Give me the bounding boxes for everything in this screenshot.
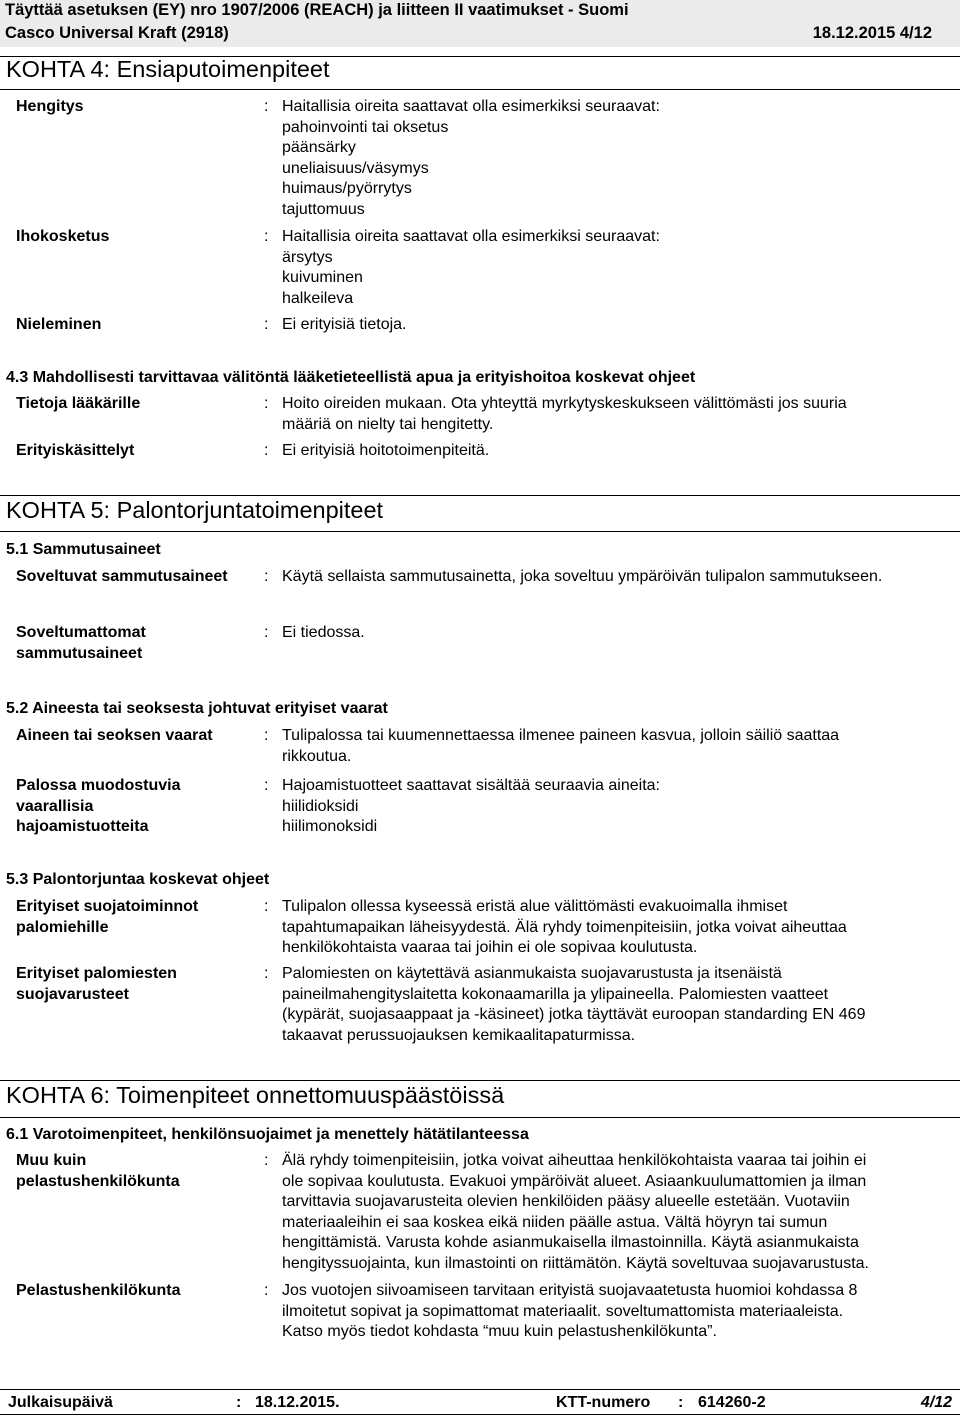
row-value: Hoito oireiden mukaan. Ota yhteyttä myrkytyskeskukseen välittömästi jos suuria määriä on nielty tai hengitetty. — [282, 395, 847, 433]
row-label: Erityiset suojatoiminnot palomiehille — [16, 898, 199, 936]
row-value: Ei erityisiä tietoja. — [282, 316, 407, 333]
publication-date: 18.12.2015. — [255, 1394, 340, 1411]
section-6-heading — [0, 1080, 960, 1118]
row-label: Aineen tai seoksen vaarat — [16, 727, 213, 744]
subsection-5-3-title: 5.3 Palontorjuntaa koskevat ohjeet — [6, 871, 270, 888]
row-value: Jos vuotojen siivoamiseen tarvitaan erityistä suojavaatetusta huomioi kohdassa 8 ilmoitetut sopivat ja sopimattomat materiaalit. soveltumattomista materiaaleista. Katso myös tiedot kohdasta “muu kuin pelastushenkilökunta”. — [282, 1282, 858, 1340]
row-value: Ei tiedossa. — [282, 624, 365, 641]
ktt-label: KTT-numero — [556, 1394, 651, 1411]
row-label: Erityiskäsittelyt — [16, 442, 135, 459]
row-label: Pelastushenkilökunta — [16, 1282, 181, 1299]
row-value: Käytä sellaista sammutusainetta, joka soveltuu ympäröivän tulipalon sammutukseen. — [282, 568, 883, 585]
subsection-4-3-title: 4.3 Mahdollisesti tarvittavaa välitöntä lääketieteellistä apua ja erityishoitoa koskevat ohjeet — [6, 369, 696, 386]
subsection-5-2-title: 5.2 Aineesta tai seoksesta johtuvat erityiset vaarat — [6, 700, 388, 717]
section-5-heading — [0, 495, 960, 532]
publication-label: Julkaisupäivä — [8, 1394, 113, 1411]
row-value: Hajoamistuotteet saattavat sisältää seuraavia aineita: hiilidioksidi hiilimonoksidi — [282, 777, 660, 835]
subsection-5-1-title: 5.1 Sammutusaineet — [6, 541, 161, 558]
section-4-title: KOHTA 4: Ensiaputoimenpiteet — [6, 56, 330, 82]
row-label: Erityiset palomiesten suojavarusteet — [16, 965, 177, 1003]
document-header — [0, 0, 960, 47]
section-6-title: KOHTA 6: Toimenpiteet onnettomuuspäästöissä — [6, 1082, 505, 1108]
regulation-text: Täyttää asetuksen (EY) nro 1907/2006 (REACH) ja liitteen II vaatimukset - Suomi — [5, 1, 629, 19]
row-label: Nieleminen — [16, 316, 102, 333]
section-4-heading — [0, 56, 960, 90]
ktt-number: 614260-2 — [698, 1394, 766, 1411]
row-value: Haitallisia oireita saattavat olla esimerkiksi seuraavat: pahoinvointi tai oksetus päänsärky uneliaisuus/väsymys huimaus/pyörrytys tajuttomuus — [282, 98, 660, 218]
row-value: Haitallisia oireita saattavat olla esimerkiksi seuraavat: ärsytys kuivuminen halkeileva — [282, 228, 660, 307]
row-label: Palossa muodostuvia vaarallisia hajoamistuotteita — [16, 777, 181, 835]
row-value: Älä ryhdy toimenpiteisiin, jotka voivat aiheuttaa henkilökohtaista vaaraa tai joihin ei ole sopivaa koulutusta. Evakuoi ympäröivät alueet. Asiaankuulumattomien ja ilman tarvittavia suojavarusteita olevien henkilöiden pääsy alueelle estetään. Vuotaviin materiaaleihin ei saa koskea eikä niiden päälle astua. Vältä höyryn tai sumun hengittämistä. Varusta kohde asianmukaisella ilmastoinnilla. Käytä asianmukaista hengityssuojainta, kun ilmastointi on riittämätön. Käytä soveltuvaa suojavarustusta. — [282, 1152, 869, 1272]
row-label: Tietoja lääkärille — [16, 395, 141, 412]
row-label: Hengitys — [16, 98, 84, 115]
section-5-title: KOHTA 5: Palontorjuntatoimenpiteet — [6, 497, 384, 523]
document-footer: Julkaisupäivä : 18.12.2015. KTT-numero : 614260-2 4/12 — [0, 1389, 960, 1415]
row-label: Soveltuvat sammutusaineet — [16, 568, 228, 585]
row-value: Tulipalon ollessa kyseessä eristä alue välittömästi evakuoimalla ihmiset tapahtumapaikan läheisyydestä. Älä ryhdy toimenpiteisiin, jotka voivat aiheuttaa henkilökohtaista vaaraa tai joihin ei ole sopivaa koulutusta. — [282, 898, 847, 956]
row-label: Soveltumattomat sammutusaineet — [16, 624, 146, 662]
page-number: 4/12 — [920, 1394, 952, 1411]
date-page: 18.12.2015 4/12 — [812, 24, 932, 42]
product-name: Casco Universal Kraft (2918) — [5, 24, 229, 42]
subsection-6-1-title: 6.1 Varotoimenpiteet, henkilönsuojaimet ja menettely hätätilanteessa — [6, 1126, 529, 1143]
row-value: Ei erityisiä hoitotoimenpiteitä. — [282, 442, 490, 459]
row-label: Ihokosketus — [16, 228, 110, 245]
row-value: Palomiesten on käytettävä asianmukaista suojavarustusta ja itsenäistä paineilmahengityslaitetta kokonaamarilla ja ylipaineella. Palomiesten vaatteet (kypärät, suojasaappaat ja -käsineet) jotka täyttävät euroopan standarding EN 469 takaavat perussuojauksen kemikaalitapaturmissa. — [282, 965, 866, 1044]
row-label: Muu kuin pelastushenkilökunta — [16, 1152, 180, 1190]
row-value: Tulipalossa tai kuumennettaessa ilmenee paineen kasvua, jolloin säiliö saattaa rikkoutua. — [282, 727, 840, 765]
